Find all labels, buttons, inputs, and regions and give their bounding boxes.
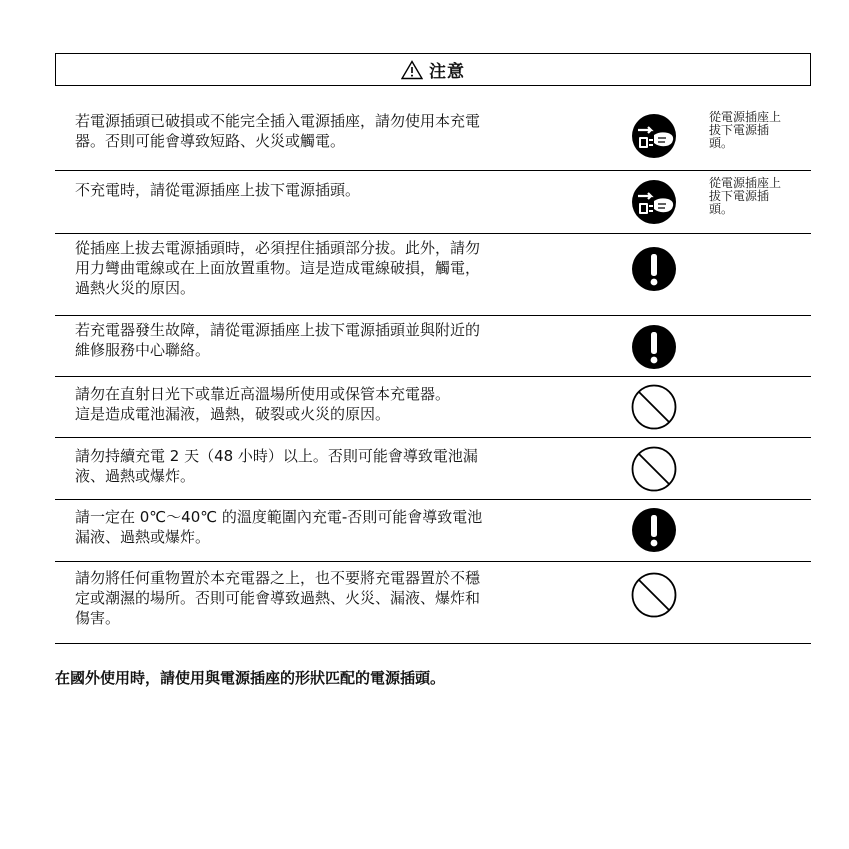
caution-row bbox=[55, 316, 811, 377]
caution-title: 注意 bbox=[429, 62, 465, 82]
unplug-icon bbox=[631, 179, 677, 225]
caution-list bbox=[55, 103, 811, 644]
caution-row bbox=[55, 171, 811, 234]
caution-text: 請一定在 0℃～40℃ 的溫度範圍內充電-否則可能會導致電池 漏液、過熱或爆炸。 bbox=[75, 508, 483, 546]
caution-header bbox=[55, 53, 811, 86]
caution-text: 不充電時，請從電源插座上拔下電源插頭。 bbox=[75, 181, 361, 199]
mandatory-icon bbox=[631, 507, 677, 553]
caution-row bbox=[55, 562, 811, 644]
unplug-instruction-label: 從電源插座上 拔下電源插 頭。 bbox=[709, 176, 782, 216]
caution-text: 從插座上拔去電源插頭時，必須捏住插頭部分拔。此外，請勿 用力彎曲電線或在上面放置重物。這是造成電線破損，觸電， 過熱火災的原因。 bbox=[75, 239, 481, 297]
caution-row bbox=[55, 234, 811, 316]
caution-text: 若充電器發生故障，請從電源插座上拔下電源插頭並與附近的 維修服務中心聯絡。 bbox=[75, 321, 481, 359]
caution-text: 若電源插頭已破損或不能完全插入電源插座，請勿使用本充電 器。否則可能會導致短路、火災或觸電。 bbox=[75, 112, 481, 150]
caution-row bbox=[55, 438, 811, 500]
caution-text: 請勿在直射日光下或靠近高溫場所使用或保管本充電器。 這是造成電池漏液，過熱，破裂或火災的原因。 bbox=[75, 385, 451, 423]
unplug-instruction-label: 從電源插座上 拔下電源插 頭。 bbox=[709, 110, 782, 150]
caution-text: 請勿將任何重物置於本充電器之上，也不要將充電器置於不穩 定或潮濕的場所。否則可能會導致過熱、火災、漏液、爆炸和 傷害。 bbox=[75, 569, 481, 627]
caution-row bbox=[55, 500, 811, 562]
caution-row bbox=[55, 103, 811, 171]
prohibition-icon bbox=[631, 446, 677, 492]
footer-note: 在國外使用時，請使用與電源插座的形狀匹配的電源插頭。 bbox=[55, 669, 446, 687]
unplug-icon bbox=[631, 113, 677, 159]
prohibition-icon bbox=[631, 384, 677, 430]
prohibition-icon bbox=[631, 572, 677, 618]
caution-page bbox=[55, 53, 811, 687]
caution-row bbox=[55, 377, 811, 438]
caution-text: 請勿持續充電 2 天（48 小時）以上。否則可能會導致電池漏 液、過熱或爆炸。 bbox=[75, 447, 478, 485]
mandatory-icon bbox=[631, 246, 677, 292]
mandatory-icon bbox=[631, 324, 677, 370]
warning-triangle-icon bbox=[401, 60, 423, 80]
